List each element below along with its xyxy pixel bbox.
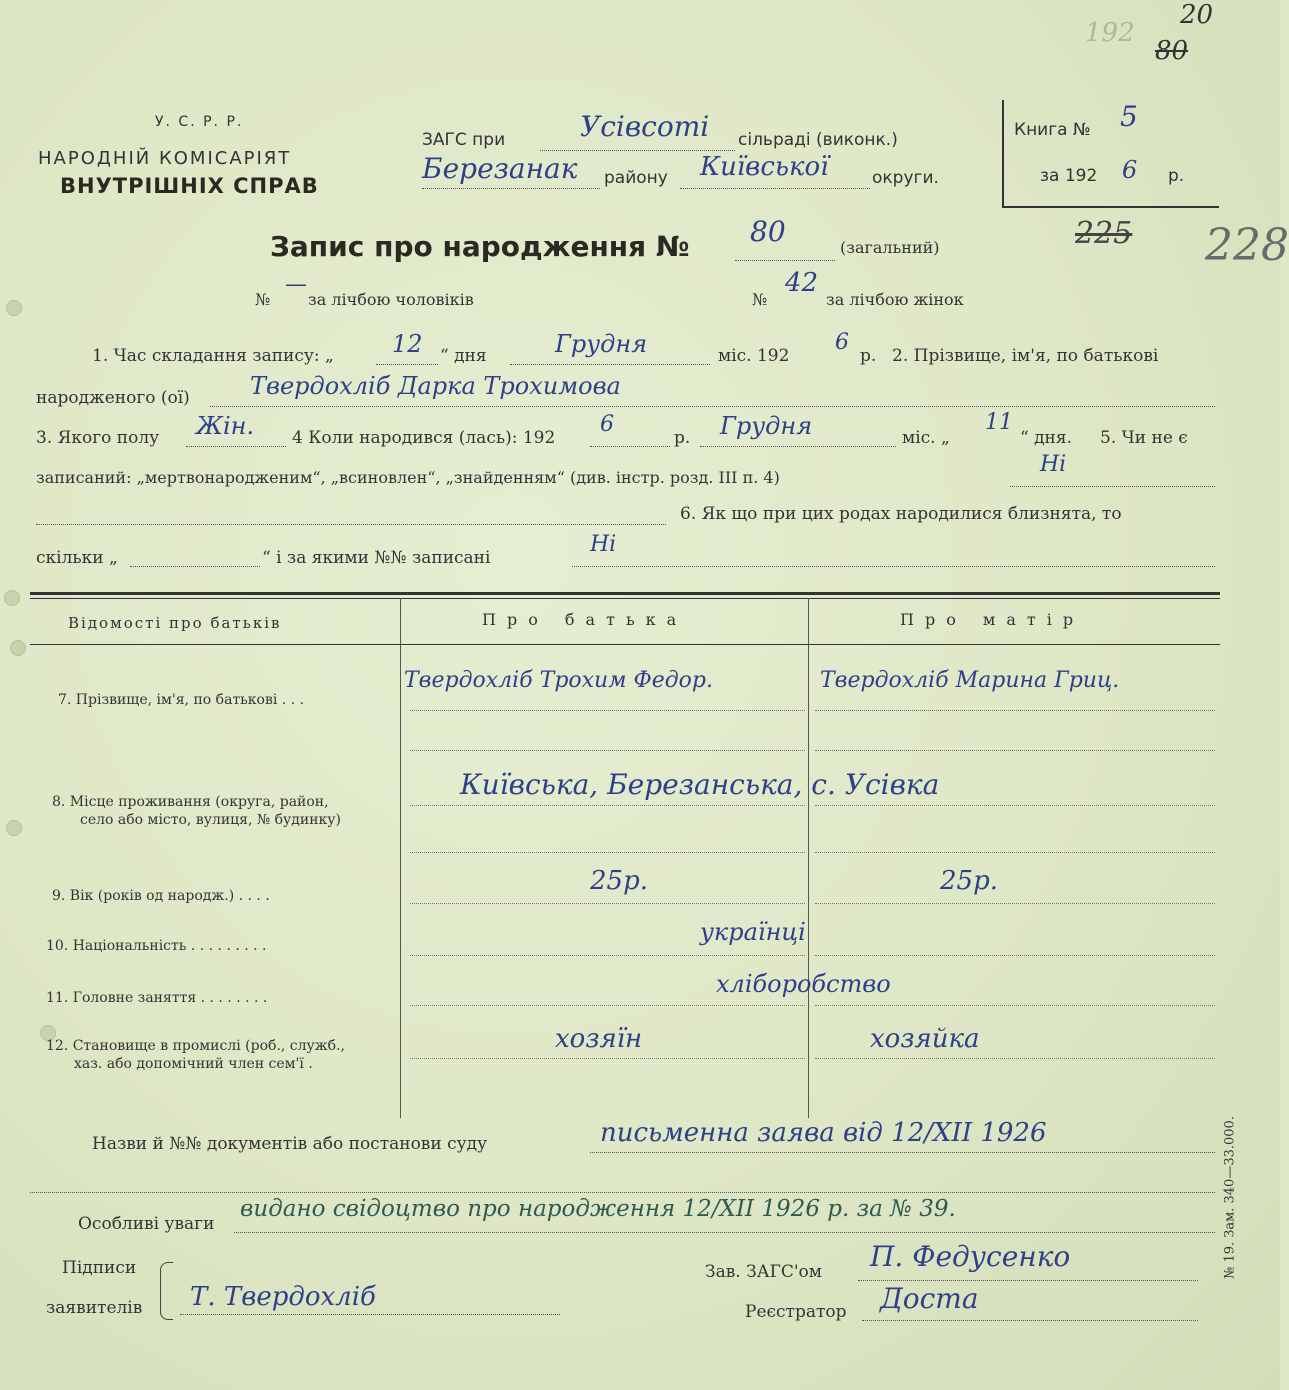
row7-label: 7. Прізвище, ім'я, по батькові . . .: [58, 692, 305, 708]
record-general-label: (загальний): [840, 238, 940, 257]
table-header-rule: [30, 644, 1220, 645]
row11-label: 11. Головне заняття . . . . . . . .: [46, 990, 268, 1006]
table-col-mother: Про матір: [900, 610, 1085, 629]
row12-label: 12. Становище в промислі (роб., служб.,: [46, 1038, 345, 1054]
men-count-handwritten: —: [285, 272, 307, 297]
row8-label2: село або місто, вулиця, № будинку): [80, 812, 342, 828]
table-top-rule: [30, 592, 1220, 595]
registrar-line: [862, 1320, 1198, 1321]
field1-year-suffix: р.: [860, 346, 877, 366]
field4-year-line: [590, 446, 670, 447]
row9-label: 9. Вік (років од народж.) . . . .: [52, 888, 270, 904]
field4-month-handwritten: Грудня: [720, 412, 813, 440]
okruha-handwritten: Київської: [700, 152, 829, 182]
table-divider-2: [808, 598, 809, 1118]
corner-number-top: 20: [1180, 0, 1214, 30]
punch-hole: [4, 590, 20, 606]
row12-mother-handwritten: хозяйка: [870, 1024, 980, 1054]
field4-day-suffix: “ дня.: [1020, 428, 1073, 448]
field5-answer-handwritten: Ні: [1040, 452, 1067, 477]
women-count-handwritten: 42: [785, 268, 819, 298]
field2-name-line: [210, 406, 1215, 407]
field1-month-suffix: міс. 192: [718, 346, 790, 366]
signatures-brace: [160, 1262, 173, 1320]
applicant-signature-line: [180, 1314, 560, 1315]
table-guide-line: [410, 750, 805, 751]
zags-head-label: Зав. ЗАГС'ом: [705, 1262, 822, 1282]
notes-handwritten: видано свідоцтво про народження 12/XII 1926 р. за № 39.: [240, 1196, 956, 1222]
zags-prefix: ЗАГС при: [422, 130, 506, 150]
field5-line: [1010, 486, 1215, 487]
field2-label2: народженого (ої): [36, 388, 190, 408]
book-year-suffix: р.: [1168, 166, 1185, 186]
table-guide-line: [815, 1058, 1215, 1059]
field4-day-handwritten: 11: [985, 410, 1013, 435]
women-count-label: за лічбою жінок: [826, 290, 964, 309]
field1-month-handwritten: Грудня: [555, 330, 648, 358]
book-number-handwritten: 5: [1120, 100, 1138, 133]
table-guide-line: [410, 805, 805, 806]
field1-year-handwritten: 6: [835, 330, 849, 355]
table-guide-line: [410, 903, 805, 904]
table-guide-line: [815, 955, 1215, 956]
documents-line: [590, 1152, 1215, 1153]
table-top-rule-thin: [30, 598, 1220, 599]
signatures-label: Підписи: [62, 1258, 137, 1278]
table-guide-line: [815, 805, 1215, 806]
field1-day-suffix: “ дня: [440, 346, 487, 366]
okruha-line: [680, 188, 870, 189]
documents-label: Назви й №№ документів або постанови суду: [92, 1134, 488, 1154]
row12-father-handwritten: хозяїн: [555, 1024, 643, 1054]
documents-line-2: [30, 1192, 1215, 1193]
field6-count-line: [130, 566, 260, 567]
punch-hole: [10, 640, 26, 656]
book-year-handwritten: 6: [1122, 156, 1138, 184]
district-handwritten: Березанак: [422, 152, 578, 185]
registrar-label: Реєстратор: [745, 1302, 847, 1322]
field6-label2: скільки „: [36, 548, 118, 568]
table-guide-line: [815, 750, 1215, 751]
field4-year-handwritten: 6: [600, 412, 614, 437]
field6-answer-handwritten: Ні: [590, 532, 617, 557]
applicants-label: заявителів: [46, 1298, 143, 1318]
field6-answer-line: [572, 566, 1215, 567]
row7-mother-handwritten: Твердохліб Марина Гриц.: [820, 668, 1120, 693]
row9-father-handwritten: 25р.: [590, 866, 648, 896]
right-margin-number: 228: [1205, 220, 1289, 271]
row10-label: 10. Національність . . . . . . . . .: [46, 938, 267, 954]
zags-head-line: [858, 1280, 1198, 1281]
book-box: [1002, 100, 1219, 208]
field5-label2: записаний: „мертвонародженим“, „всиновлен“, „знайденням“ (див. інстр. розд. III п. 4): [36, 468, 780, 487]
book-year-prefix: за 192: [1040, 166, 1098, 186]
okruha-suffix: округи.: [872, 168, 939, 188]
table-guide-line: [815, 710, 1215, 711]
printer-note: № 19. Зам. 340—33.000.: [1222, 1116, 1238, 1279]
women-no-sign: №: [752, 290, 768, 309]
commissariat-label: НАРОДНІЙ КОМІСАРІЯТ: [38, 148, 292, 169]
field1-label: 1. Час складання запису: „: [92, 346, 334, 366]
applicant-signature: Т. Твердохліб: [190, 1282, 376, 1312]
field6-blank-line: [36, 524, 666, 525]
zags-head-signature: П. Федусенко: [870, 1240, 1071, 1273]
row9-mother-handwritten: 25р.: [940, 866, 998, 896]
field3-sex-handwritten: Жін.: [196, 412, 255, 440]
row11-occupation-handwritten: хліборобство: [716, 970, 891, 998]
field4-label: 4 Коли народився (лась): 192: [292, 428, 556, 448]
title-number-line: [735, 260, 835, 261]
field1-day-handwritten: 12: [392, 330, 423, 358]
field4-month-line: [700, 446, 896, 447]
field6-label3: “ і за якими №№ записані: [262, 548, 491, 568]
field5-label: 5. Чи не є: [1100, 428, 1188, 448]
table-divider-1: [400, 598, 401, 1118]
corner-faint-number: 192: [1085, 18, 1135, 48]
men-no-sign: №: [255, 290, 271, 309]
registrar-signature: Доста: [880, 1282, 979, 1315]
field6-label: 6. Як що при цих родах народилися близнята, то: [680, 504, 1122, 524]
field3-label: 3. Якого полу: [36, 428, 160, 448]
row8-residence-handwritten: Київська, Березанська, с. Усівка: [460, 768, 940, 801]
notes-line: [234, 1232, 1215, 1233]
record-number-handwritten: 80: [750, 215, 786, 248]
ussr-label: У. С. Р. Р.: [155, 114, 244, 130]
table-col-parents: Відомості про батьків: [68, 614, 282, 632]
crossed-number: 225: [1075, 216, 1133, 251]
documents-handwritten: письменна заява від 12/XII 1926: [600, 1118, 1047, 1148]
corner-number-bottom: 80: [1155, 36, 1189, 66]
field2-name-handwritten: Твердохліб Дарка Трохимова: [250, 372, 621, 400]
field1-day-line: [376, 364, 438, 365]
table-guide-line: [410, 1005, 805, 1006]
table-guide-line: [410, 1058, 805, 1059]
field3-line: [186, 446, 286, 447]
table-guide-line: [815, 1005, 1215, 1006]
field4-year-suffix: р.: [674, 428, 691, 448]
table-guide-line: [410, 955, 805, 956]
book-label: Книга №: [1014, 120, 1091, 140]
village-line: [540, 150, 735, 151]
row8-label: 8. Місце проживання (округа, район,: [52, 794, 329, 810]
row7-father-handwritten: Твердохліб Трохим Федор.: [404, 668, 713, 693]
table-col-father: Про батька: [482, 610, 688, 629]
table-guide-line: [815, 852, 1215, 853]
notes-label: Особливі уваги: [78, 1214, 215, 1234]
village-council-handwritten: Усівсоті: [580, 110, 710, 143]
village-council-suffix: сільраді (виконк.): [738, 130, 898, 150]
district-line: [422, 188, 600, 189]
punch-hole: [6, 300, 22, 316]
table-guide-line: [410, 852, 805, 853]
ministry-label: ВНУТРІШНІХ СПРАВ: [60, 174, 319, 198]
row10-nationality-handwritten: українці: [700, 918, 806, 946]
row12-label2: хаз. або допомічний член сем'ї .: [74, 1056, 313, 1072]
field2-label: 2. Прізвище, ім'я, по батькові: [892, 346, 1159, 366]
field4-month-suffix: міс. „: [902, 428, 950, 448]
record-title: Запис про народження №: [270, 230, 690, 263]
field1-month-line: [510, 364, 710, 365]
punch-hole: [6, 820, 22, 836]
table-guide-line: [410, 710, 805, 711]
men-count-label: за лічбою чоловіків: [308, 290, 474, 309]
table-guide-line: [815, 903, 1215, 904]
district-suffix: району: [604, 168, 668, 188]
